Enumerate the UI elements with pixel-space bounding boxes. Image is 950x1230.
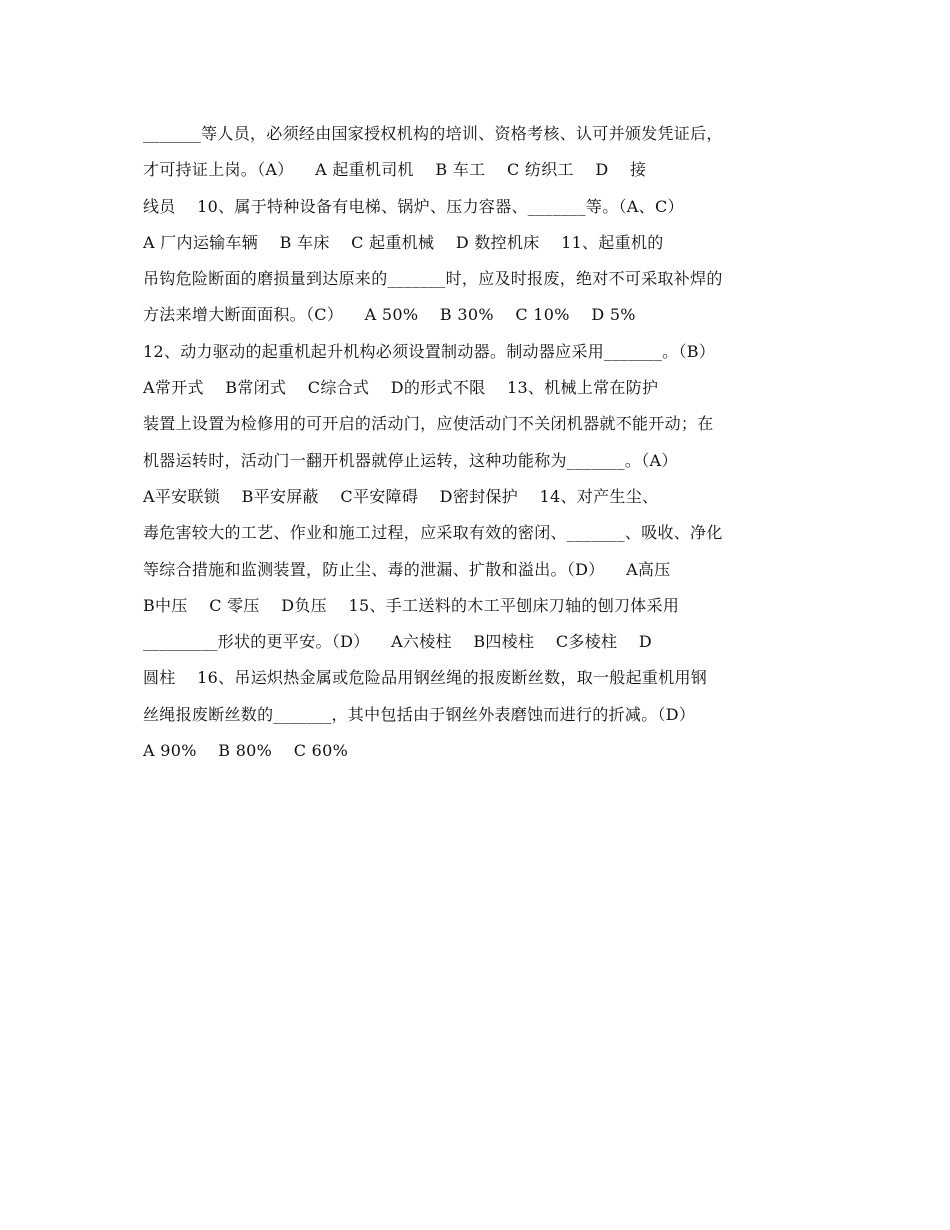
text-line: 毒危害较大的工艺、作业和施工过程，应采取有效的密闭、_______、吸收、净化 [143, 523, 723, 543]
text-line: B中压 C 零压 D负压 15、手工送料的木工平刨床刀轴的刨刀体采用 [143, 595, 680, 615]
text-line: A常开式 B常闭式 C综合式 D的形式不限 13、机械上常在防护 [143, 378, 659, 398]
text-line: _______等人员，必须经由国家授权机构的培训、资格考核、认可并颁发凭证后， [143, 124, 723, 143]
text-line: 等综合措施和监测装置，防止尘、毒的泄漏、扩散和溢出。（D） A高压 [143, 559, 671, 579]
text-line: 吊钩危险断面的磨损量到达原来的_______时，应及时报废，绝对不可采取补焊的 [143, 269, 723, 289]
text-line: A平安联锁 B平安屏蔽 C平安障碍 D密封保护 14、对产生尘、 [143, 486, 659, 506]
text-line: 装置上设置为检修用的可开启的活动门，应使活动门不关闭机器就不能开动；在 [143, 414, 714, 434]
text-line: 12、动力驱动的起重机起升机构必须设置制动器。制动器应采用_______。（B） [143, 341, 716, 361]
text-line: 线员 10、属于特种设备有电梯、锅炉、压力容器、_______等。（A、C） [143, 196, 684, 216]
text-line: A 厂内运输车辆 B 车床 C 起重机械 D 数控机床 11、起重机的 [143, 232, 664, 252]
text-line: 丝绳报废断丝数的_______，其中包括由于钢丝外表磨蚀而进行的折减。（D） [143, 704, 696, 724]
text-line: 圆柱 16、吊运炽热金属或危险品用钢丝绳的报废断丝数，取一般起重机用钢 [143, 668, 708, 688]
text-line: A 90% B 80% C 60% [143, 741, 349, 761]
exam-questions-text [143, 116, 807, 769]
text-line: 方法来增大断面面积。（C） A 50% B 30% C 10% D 5% [143, 305, 636, 325]
text-line: 才可持证上岗。（A） A 起重机司机 B 车工 C 纺织工 D 接 [143, 160, 647, 180]
text-line: 机器运转时，活动门一翻开机器就停止运转，这种功能称为_______。（A） [143, 450, 678, 470]
text-line: _________形状的更平安。（D） A六棱柱 B四棱柱 C多棱柱 D [143, 632, 652, 652]
